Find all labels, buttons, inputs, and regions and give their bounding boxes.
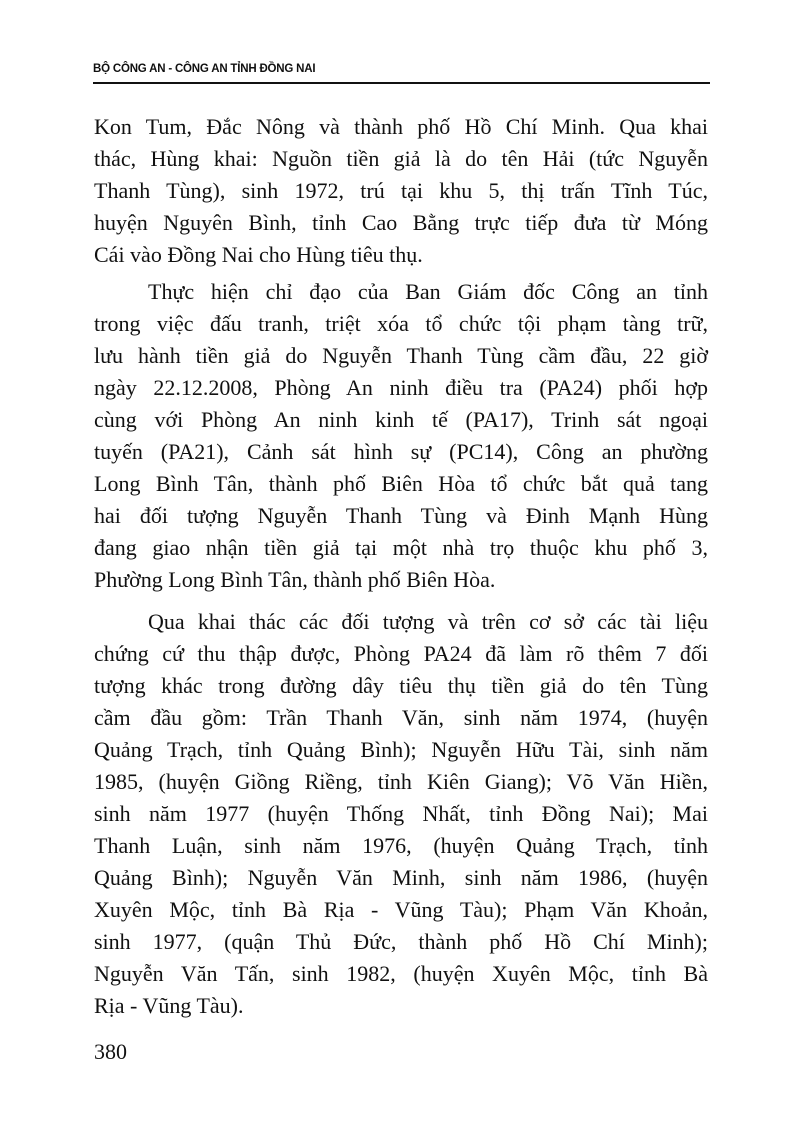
- text-line: trong việc đấu tranh, triệt xóa tổ chức tội phạm tàng trữ,: [94, 311, 708, 336]
- paragraph-2: [94, 276, 708, 596]
- text-line: 1985, (huyện Giồng Riềng, tỉnh Kiên Giang); Võ Văn Hiền,: [94, 769, 708, 794]
- running-header: BỘ CÔNG AN - CÔNG AN TỈNH ĐỒNG NAI: [93, 63, 316, 75]
- text-line: Quảng Trạch, tỉnh Quảng Bình); Nguyễn Hữu Tài, sinh năm: [94, 737, 708, 762]
- text-line: Long Bình Tân, thành phố Biên Hòa tổ chức bắt quả tang: [94, 471, 708, 496]
- text-line: Cái vào Đồng Nai cho Hùng tiêu thụ.: [94, 242, 423, 267]
- text-line: Phường Long Bình Tân, thành phố Biên Hòa.: [94, 567, 496, 592]
- text-line: Thực hiện chỉ đạo của Ban Giám đốc Công an tỉnh: [148, 279, 708, 304]
- paragraph-3: [94, 606, 708, 1022]
- text-line: sinh năm 1977 (huyện Thống Nhất, tỉnh Đồng Nai); Mai: [94, 801, 708, 826]
- text-line: ngày 22.12.2008, Phòng An ninh điều tra (PA24) phối hợp: [94, 375, 708, 400]
- text-line: Thanh Luận, sinh năm 1976, (huyện Quảng Trạch, tỉnh: [94, 833, 708, 858]
- header-rule: [93, 82, 710, 84]
- text-line: cùng với Phòng An ninh kinh tế (PA17), Trinh sát ngoại: [94, 407, 708, 432]
- text-line: cầm đầu gồm: Trần Thanh Văn, sinh năm 1974, (huyện: [94, 705, 708, 730]
- text-line: huyện Nguyên Bình, tỉnh Cao Bằng trực tiếp đưa từ Móng: [94, 210, 708, 235]
- text-line: Rịa - Vũng Tàu).: [94, 993, 244, 1018]
- text-line: Kon Tum, Đắc Nông và thành phố Hồ Chí Minh. Qua khai: [94, 114, 708, 139]
- text-line: Quảng Bình); Nguyễn Văn Minh, sinh năm 1986, (huyện: [94, 865, 708, 890]
- text-line: Thanh Tùng), sinh 1972, trú tại khu 5, thị trấn Tĩnh Túc,: [94, 178, 708, 203]
- text-line: sinh 1977, (quận Thủ Đức, thành phố Hồ Chí Minh);: [94, 929, 708, 954]
- text-line: tượng khác trong đường dây tiêu thụ tiền giả do tên Tùng: [94, 673, 708, 698]
- text-line: Nguyễn Văn Tấn, sinh 1982, (huyện Xuyên Mộc, tỉnh Bà: [94, 961, 708, 986]
- text-line: Xuyên Mộc, tỉnh Bà Rịa - Vũng Tàu); Phạm Văn Khoản,: [94, 897, 708, 922]
- text-line: hai đối tượng Nguyễn Thanh Tùng và Đinh Mạnh Hùng: [94, 503, 708, 528]
- page-number: 380: [94, 1039, 127, 1064]
- text-line: lưu hành tiền giả do Nguyễn Thanh Tùng cầm đầu, 22 giờ: [94, 343, 708, 368]
- text-line: thác, Hùng khai: Nguồn tiền giả là do tên Hải (tức Nguyễn: [94, 146, 708, 171]
- text-line: chứng cứ thu thập được, Phòng PA24 đã làm rõ thêm 7 đối: [94, 641, 708, 666]
- paragraph-1: [94, 111, 708, 271]
- text-line: đang giao nhận tiền giả tại một nhà trọ thuộc khu phố 3,: [94, 535, 708, 560]
- text-line: tuyến (PA21), Cảnh sát hình sự (PC14), Công an phường: [94, 439, 708, 464]
- text-line: Qua khai thác các đối tượng và trên cơ sở các tài liệu: [148, 609, 708, 634]
